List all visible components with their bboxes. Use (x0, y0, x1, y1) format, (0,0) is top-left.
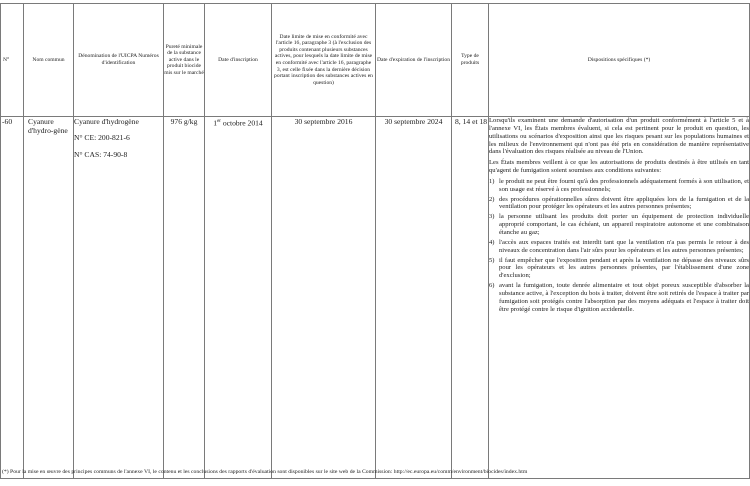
header-specific-provisions: Dispositions spécifiques (*) (489, 4, 750, 117)
header-product-type: Type de produits (452, 4, 489, 117)
header-row (1, 4, 750, 117)
list-item: 3) la personne utilisant les produits doit porter un équipement de protection individuelle approprié comportant, le cas échéant, un appareil respiratoire autonome et une combinaison étanche au gaz; (489, 213, 749, 236)
list-item: 5) il faut empêcher que l'exposition pendant et après la ventilation ne dépasse des niveaux sûrs pour les opérateurs et les autres personnes présentes, par l'établissement d'une zone d'exclusion; (489, 256, 749, 280)
header-purity: Pureté minimale de la substance active dans le produit biocide mis sur le marché (164, 4, 205, 117)
provision-paragraph-2: Les États membres veillent à ce que les autorisations de produits destinés à être utilisés en tant qu'agent de fumigation soient soumises aux conditions suivantes: (489, 159, 749, 175)
list-item: 6) avant la fumigation, toute denrée alimentaire et tout objet poreux susceptible d'absorber la substance active, à l'exception du bois à traiter, doivent être soit retirés de l'espace à traiter par fumigation soit protégés contre l'absorption par des moyens adéquats et l'espace à traiter doit être protégé contre le risque d'ignition accidentelle. (489, 282, 749, 313)
header-number: N° (1, 4, 24, 117)
cell-purity: 976 g/kg (164, 117, 205, 479)
list-item: 2) des procédures opérationnelles sûres doivent être appliquées lors de la fumigation et de la ventilation pour protéger les opérateurs et les autres personnes présentes; (489, 195, 749, 211)
cell-product-type: 8, 14 et 18 (452, 117, 489, 479)
header-iupac: Dénomination de l'UICPA Numéros d'identification (74, 4, 164, 117)
substance-table (0, 3, 750, 479)
table-row (1, 117, 750, 479)
provision-paragraph-1: Lorsqu'ils examinent une demande d'autorisation d'un produit conformément à l'article 5 et à l'annexe VI, les États membres évaluent, si cela est pertinent pour le produit en question, les utilisations ou scénarios d'exposition ainsi que les risques pesant sur les populations humaines et les milieux de l'environnement qui n'ont pas été pris en considération de manière représentative dans l'évaluation des risques réalisée au niveau de l'Union. (489, 117, 749, 156)
iupac-name: Cyanure d'hydrogène (74, 117, 139, 126)
ec-number: N° CE: 200-821-6 (74, 133, 130, 143)
cell-common-name: Cyanure d'hydro-gène (24, 117, 74, 479)
footnote: (*) Pour la mise en œuvre des principes communs de l'annexe VI, le contenu et les conclusions des rapports d'évaluation sont disponibles sur le site web de la Commission: http://ec.europa.eu/comm/environment/biocides/index.htm (2, 469, 528, 475)
header-common-name: Nom commun (24, 4, 74, 117)
header-compliance-deadline: Date limite de mise en conformité avec l'article 16, paragraphe 3 (à l'exclusion des produits contenant plusieurs substances actives, pour lesquels la date limite de mise en conformité avec l'article 16, paragraphe 3, est celle fixée dans la dernière décision portant inscription des substances actives en question) (272, 4, 376, 117)
header-inclusion-date: Date d'inscription (205, 4, 272, 117)
cell-specific-provisions (489, 117, 750, 479)
list-item: 1) le produit ne peut être fourni qu'à des professionnels adéquatement formés à son utilisation, et son usage est réservé à ces professionnels; (489, 177, 749, 193)
cas-number: N° CAS: 74-90-8 (74, 149, 128, 159)
list-item: 4) l'accès aux espaces traités est interdit tant que la ventilation n'a pas permis le retour à des niveaux de concentration dans l'air sûrs pour les opérateurs et les autres personnes présentes; (489, 238, 749, 254)
cell-compliance-deadline: 30 septembre 2016 (272, 117, 376, 479)
cell-inclusion-date: 1er octobre 2014 (205, 117, 272, 479)
cell-expiry-date: 30 septembre 2024 (376, 117, 452, 479)
header-expiry-date: Date d'expiration de l'inscription (376, 4, 452, 117)
cell-iupac (74, 117, 164, 479)
ordinal-suffix: er (217, 119, 221, 124)
cell-number: -60 (1, 117, 24, 479)
